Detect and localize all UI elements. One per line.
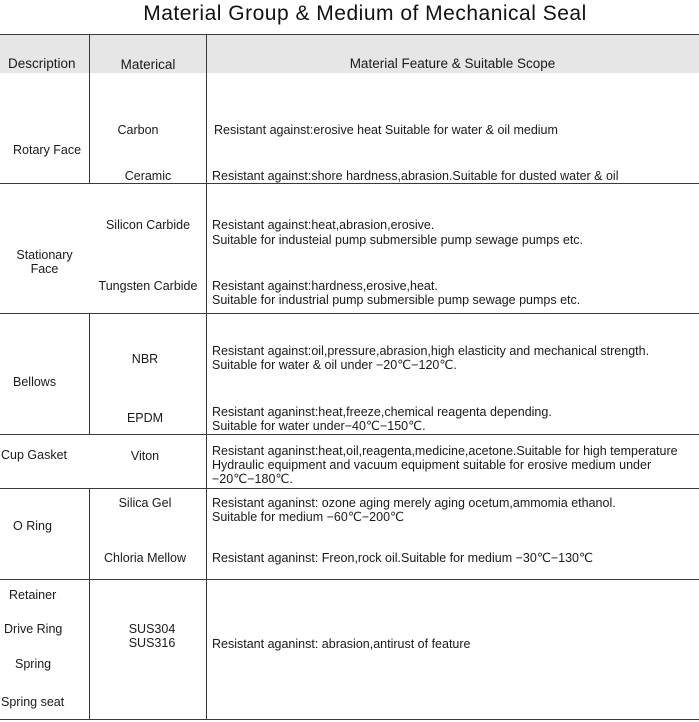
material-carbon: Carbon <box>117 123 159 137</box>
material-ceramic: Ceramic <box>124 169 172 183</box>
feature-silica-gel-line2: Suitable for medium −60℃−200℃ <box>212 510 405 524</box>
row-divider <box>0 488 699 489</box>
table-bottom-border <box>0 719 699 720</box>
row-divider <box>0 579 699 580</box>
description-cup-gasket: Cup Gasket <box>1 448 68 462</box>
header-description: Description <box>8 56 76 71</box>
material-sus316: SUS316 <box>128 636 176 650</box>
header-material: Materical <box>120 57 176 72</box>
description-bellows: Bellows <box>13 375 57 389</box>
description-o-ring: O Ring <box>13 519 52 533</box>
feature-silica-gel: Resistant aganinst: ozone aging merely aging ocetum,ammomia ethanol. <box>212 496 616 510</box>
row-divider <box>0 434 699 435</box>
material-silicon-carbide: Silicon Carbide <box>105 218 191 232</box>
material-sus304: SUS304 <box>128 622 176 636</box>
material-chloria-mellow: Chloria Mellow <box>104 551 186 565</box>
feature-nbr: Resistant against:oil,pressure,abrasion,high elasticity and mechanical strength. <box>212 344 650 358</box>
description-stationary-face: Stationary <box>16 248 73 262</box>
description-drive-ring: Drive Ring <box>4 622 63 636</box>
feature-silicon-carbide-line2: Suitable for industeial pump submersible pump sewage pumps etc. <box>212 233 584 247</box>
row-divider <box>0 183 699 184</box>
description-rotary-face: Rotary Face <box>13 143 82 157</box>
row-divider <box>0 313 699 314</box>
material-nbr: NBR <box>131 352 159 366</box>
feature-chloria-mellow: Resistant aganinst: Freon,rock oil.Suitable for medium −30℃−130℃ <box>212 551 594 565</box>
material-viton: Viton <box>130 449 160 463</box>
feature-tungsten-carbide: Resistant against:hardness,erosive,heat. <box>212 279 438 293</box>
feature-nbr-line2: Suitable for water & oil under −20℃−120℃. <box>212 358 457 372</box>
feature-silicon-carbide: Resistant against:heat,abrasion,erosive. <box>212 218 435 232</box>
page-title: Material Group & Medium of Mechanical Seal <box>143 2 587 25</box>
header-feature: Material Feature & Suitable Scope <box>349 56 556 71</box>
feature-tungsten-carbide-line2: Suitable for industrial pump submersible pump sewage pumps etc. <box>212 293 581 307</box>
description-stationary-face-line2: Face <box>30 262 59 276</box>
feature-epdm: Resistant aganinst:heat,freeze,chemical reagenta depending. <box>212 405 552 419</box>
material-epdm: EPDM <box>126 411 164 425</box>
feature-viton: Resistant aganinst:heat,oil,reagenta,medicine,acetone.Suitable for high temperature <box>212 444 678 458</box>
column-divider <box>89 488 90 720</box>
feature-viton-line3: −20℃−180℃. <box>212 472 293 486</box>
material-tungsten-carbide: Tungsten Carbide <box>98 279 198 293</box>
description-retainer: Retainer <box>9 588 57 602</box>
description-spring-seat: Spring seat <box>1 695 65 709</box>
table-top-border <box>0 34 699 35</box>
feature-viton-line2: Hydraulic equipment and vacuum equipment suitable for erosive medium under <box>212 458 652 472</box>
column-divider <box>206 34 207 720</box>
feature-stainless: Resistant aganinst: abrasion,antirust of feature <box>212 637 471 651</box>
material-silica-gel: Silica Gel <box>118 496 172 510</box>
feature-ceramic: Resistant against:shore hardness,abrasion.Suitable for dusted water & oil <box>212 169 619 183</box>
description-spring: Spring <box>15 657 52 671</box>
feature-epdm-line2: Suitable for water under−40℃−150℃. <box>212 419 426 433</box>
feature-carbon: Resistant against:erosive heat Suitable for water & oil medium <box>214 123 558 137</box>
column-divider <box>89 34 90 184</box>
